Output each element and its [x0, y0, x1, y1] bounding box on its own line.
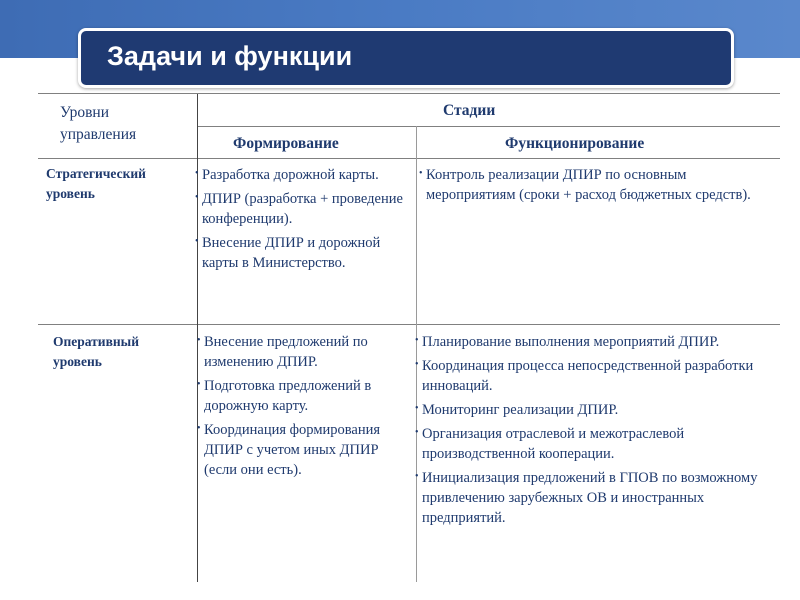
stages-divider	[198, 126, 780, 127]
list-item: • Подготовка предложений в дорожную карту.	[198, 376, 406, 416]
operational-formation-list	[198, 332, 406, 484]
operational-functioning-list	[416, 332, 766, 532]
levels-header: Уровни управления	[60, 104, 137, 143]
list-item: • Планирование выполнения мероприятий ДПИР.	[416, 332, 766, 352]
title-box	[78, 28, 734, 88]
slide-title: Задачи и функции	[107, 41, 353, 71]
stages-header: Стадии	[443, 102, 496, 119]
list-item: • Контроль реализации ДПИР по основным мероприятиям (сроки + расход бюджетных средств).	[420, 165, 765, 205]
row-label-operational: Оперативный уровень	[53, 334, 139, 369]
list-item: • Мониторинг реализации ДПИР.	[416, 400, 766, 420]
row-label-strategic: Стратегический уровень	[46, 166, 146, 201]
list-item: • ДПИР (разработка + проведение конференции).	[196, 189, 408, 229]
formation-header: Формирование	[233, 135, 339, 152]
list-item: • Координация процесса непосредственной разработки инноваций.	[416, 356, 766, 396]
list-item: • Координация формирования ДПИР с учетом иных ДПИР (если они есть).	[198, 420, 406, 480]
functioning-header: Функционирование	[505, 135, 645, 152]
list-item: • Внесение ДПИР и дорожной карты в Министерство.	[196, 233, 408, 273]
list-item: • Внесение предложений по изменению ДПИР.	[198, 332, 406, 372]
strategic-formation-list	[196, 165, 408, 277]
header-bottom-border	[38, 158, 780, 159]
list-item: • Организация отраслевой и межотраслевой производственной кооперации.	[416, 424, 766, 464]
strategic-functioning-list	[420, 165, 765, 209]
table-top-border	[38, 93, 780, 94]
list-item: • Разработка дорожной карты.	[196, 165, 408, 185]
list-item: • Инициализация предложений в ГПОВ по возможному привлечению зарубежных ОВ и иностранных предприятий.	[416, 468, 766, 528]
row-divider	[38, 324, 780, 325]
